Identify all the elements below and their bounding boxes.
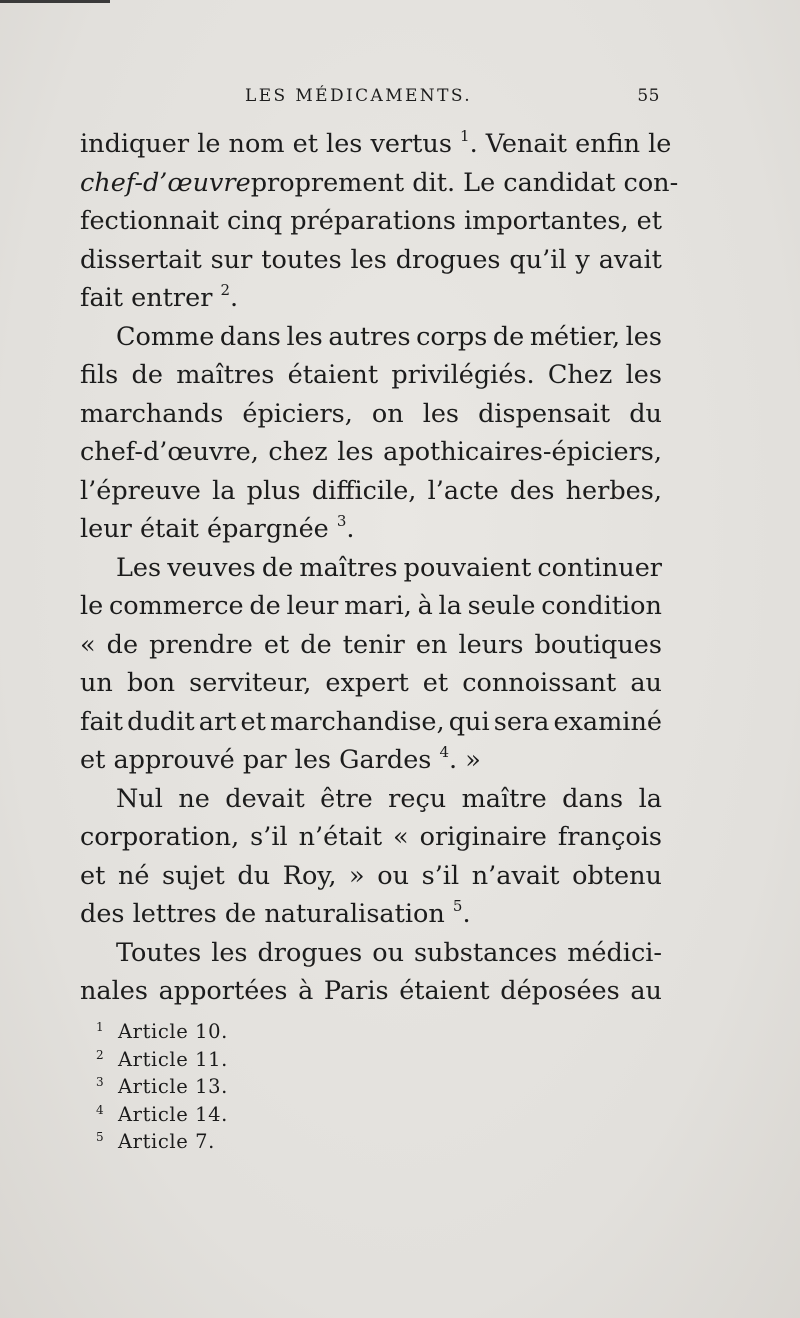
word: s’il [421,860,460,891]
text-line [80,857,662,896]
word: art [198,706,237,737]
word: le [80,591,104,621]
text-line [80,164,679,203]
running-head [80,86,660,108]
page-number: 55 [637,86,660,106]
word: dans [219,321,281,352]
line-text: et approuvé par les Gardes [80,745,432,775]
word: n’avait [471,860,560,891]
word: reçu [388,783,447,814]
word: drogues [257,937,363,968]
word: épiciers, [242,398,353,429]
line-text: . [346,514,355,544]
word: ou [372,937,405,968]
word: continuer [537,552,662,583]
word: un [80,668,113,698]
word: Toutes [116,937,202,968]
line-text: indiquer le nom et les vertus [80,129,452,159]
word: « [393,822,409,852]
word: être [320,783,373,814]
word: dans [562,783,624,814]
word: de [261,552,294,583]
text-line [80,395,662,434]
text-line [80,934,662,973]
word: obtenu [572,860,662,891]
italic-text: chef-d’œuvre [80,167,251,198]
text-line [80,472,662,511]
word: avait [598,244,662,275]
word: françois [557,822,662,852]
word: qui [448,706,490,737]
line-segment [80,895,471,934]
word: serviteur, [189,668,312,698]
word: ou [377,860,410,891]
word: maître [461,783,547,814]
word: né [117,860,150,891]
word: les [625,360,662,390]
word: drogues [395,244,501,275]
word: sera [493,706,550,737]
word: et [636,206,662,236]
word: boutiques [534,629,662,660]
footnote: 2 Article 11. [96,1047,228,1071]
word: difficile, [311,475,417,506]
word: la [212,475,236,506]
word: étaient [287,360,379,390]
word: dudit [127,706,195,737]
footnote-text: Article 10. [118,1020,228,1043]
text-line [80,510,662,549]
word: à [417,591,433,621]
line-segment [80,125,671,164]
word: Roy, [282,860,337,891]
word: et [422,668,449,698]
footnote: 3 Article 13. [96,1075,228,1098]
word: et [80,860,106,891]
line-text: proprement dit. Le candidat con- [250,167,679,198]
word: ne [178,783,210,814]
word: n’était [298,822,383,852]
text-line [80,664,662,703]
word: » [349,860,365,891]
footnote-reference: 4 [439,743,450,761]
word: Chez [547,360,613,390]
word: fils [80,360,119,390]
word: du [629,398,662,429]
word: fait [80,706,124,737]
word: substances [413,937,558,968]
running-title: LES MÉDICAMENTS. [245,86,473,106]
word: au [630,976,662,1006]
word: corps [416,321,488,352]
word: chez [268,437,328,467]
line-text: . Venait enfin le [469,129,672,159]
word: examiné [553,706,662,737]
word: Comme [116,321,215,352]
footnote-text: Article 13. [118,1075,228,1098]
footnote-text: Article 14. [118,1102,228,1126]
word: y [575,244,590,275]
text-line [80,549,662,588]
word: de [131,360,163,390]
footnote-reference: 5 [452,897,463,915]
text-line [80,318,662,357]
word: s’il [250,822,288,852]
footnote-reference: 1 [460,127,470,145]
word: les [350,244,387,275]
word: « [80,629,96,660]
word: pouvaient [403,552,532,583]
text-line [80,356,662,395]
word: mari, [344,591,412,621]
word: en [415,629,448,660]
text-line [80,125,672,164]
line-segment [80,279,238,318]
word: les [337,437,374,467]
word: toutes [261,244,342,275]
word: apportées [158,976,288,1006]
word: autres [328,321,411,352]
word: on [371,398,404,429]
word: de [106,629,139,660]
word: les [211,937,248,968]
word: importantes, [464,206,629,236]
word: marchands [80,398,224,429]
text-line [80,433,662,472]
word: corporation, [80,822,240,852]
word: leur [286,591,339,621]
word: nales [80,976,148,1006]
word: de [300,629,332,660]
footnote-text: Article 11. [118,1047,228,1071]
word: tenir [342,629,405,660]
word: apothicaires-épiciers, [383,437,662,467]
word: les [625,321,662,352]
line-segment [80,741,481,780]
word: et [240,706,266,737]
word: Les [116,552,162,583]
footnote: 5 Article 7. [96,1130,215,1153]
text-line [80,703,662,742]
text-line [80,895,662,934]
line-text: . [462,899,471,929]
footnote-reference: 2 [220,281,231,299]
word: les [422,398,460,429]
footnote-text: Article 7. [118,1130,215,1153]
word: herbes, [565,475,662,506]
word: expert [325,668,409,698]
line-text: . [230,283,239,313]
text-line [80,279,662,318]
word: fectionnait [80,206,220,236]
line-segment [80,510,355,549]
word: déposées [500,976,620,1006]
footnote-reference: 3 [336,512,347,530]
line-text: des lettres de naturalisation [80,899,445,929]
text-line [80,587,662,626]
word: chef-d’œuvre, [80,437,259,467]
word: la [638,783,662,814]
text-line [80,780,662,819]
word: au [630,668,662,698]
text-line [80,972,662,1011]
word: Nul [116,783,163,814]
word: les [286,321,323,352]
word: bon [126,668,176,698]
line-text: fait entrer [80,283,213,313]
word: sur [210,244,253,275]
line-text: . » [449,745,481,775]
word: marchandise, [269,706,445,737]
line-text: leur était épargnée [80,514,329,544]
word: de [249,591,281,621]
word: leurs [458,629,524,660]
word: la [438,591,462,621]
word: seule [467,591,536,621]
word: privilégiés. [391,360,535,390]
word: à [298,976,314,1006]
word: connoissant [462,668,617,698]
word: prendre [149,629,253,660]
word: Paris [323,976,389,1006]
text-line [80,202,662,241]
text-line [80,818,662,857]
word: qu’il [509,244,567,275]
word: dispensait [478,398,611,429]
footnote: 4 Article 14. [96,1102,228,1126]
footnote: 1 Article 10. [96,1020,228,1043]
word: maîtres [299,552,398,583]
word: préparations [290,206,457,236]
word: devait [225,783,305,814]
word: l’épreuve [80,475,201,506]
word: commerce [108,591,244,621]
word: et [263,629,290,660]
word: cinq [227,206,283,236]
word: du [237,860,271,891]
word: plus [246,475,301,506]
text-line [80,241,662,280]
text-line [80,741,662,780]
word: de [492,321,525,352]
word: étaient [399,976,490,1006]
top-rule [0,0,110,3]
word: l’acte [427,475,499,506]
word: sujet [162,860,225,891]
footnotes [96,1018,228,1156]
word: condition [541,591,662,621]
word: des [509,475,555,506]
word: dissertait [80,244,202,275]
text-line [80,626,662,665]
body-text [80,125,679,1011]
word: veuves [167,552,256,583]
word: métier, [529,321,621,352]
word: originaire [419,822,547,852]
word: médici- [567,937,662,968]
word: maîtres [176,360,275,390]
